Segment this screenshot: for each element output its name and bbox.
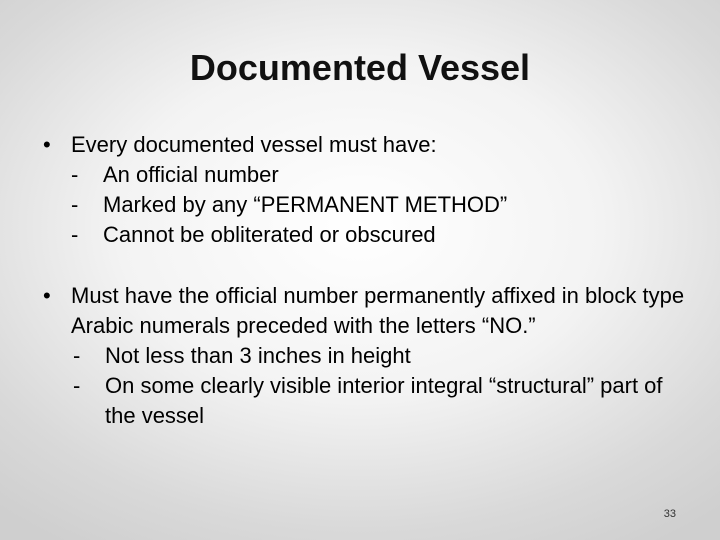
dash-marker: - xyxy=(73,373,81,398)
dash-marker: - xyxy=(71,162,79,187)
dash-marker: - xyxy=(71,192,79,217)
sub-item-text: Not less than 3 inches in height xyxy=(105,343,411,368)
bullet-item xyxy=(40,130,690,250)
page-number: 33 xyxy=(663,508,676,520)
sub-item xyxy=(71,160,690,190)
slide-body xyxy=(40,130,690,431)
bullet-item xyxy=(40,281,690,431)
dash-marker: - xyxy=(71,222,79,247)
dash-marker: - xyxy=(73,343,81,368)
bullet-text: Every documented vessel must have: xyxy=(71,132,437,157)
sub-item-text: Marked by any “PERMANENT METHOD” xyxy=(103,192,508,217)
sub-item-text: On some clearly visible interior integral “structural” part of the vessel xyxy=(105,373,663,428)
slide-title: Documented Vessel xyxy=(189,47,531,88)
sub-item xyxy=(73,371,690,431)
bullet-marker: • xyxy=(43,132,51,157)
sub-item xyxy=(71,220,690,250)
bullet-text: Must have the official number permanently affixed in block type Arabic numerals preceded with the letters “NO.” xyxy=(71,283,685,338)
sub-item xyxy=(71,190,690,220)
sub-item-text: Cannot be obliterated or obscured xyxy=(103,222,436,247)
bullet-marker: • xyxy=(43,283,51,308)
sub-item-text: An official number xyxy=(103,162,279,187)
sub-item xyxy=(73,341,690,371)
